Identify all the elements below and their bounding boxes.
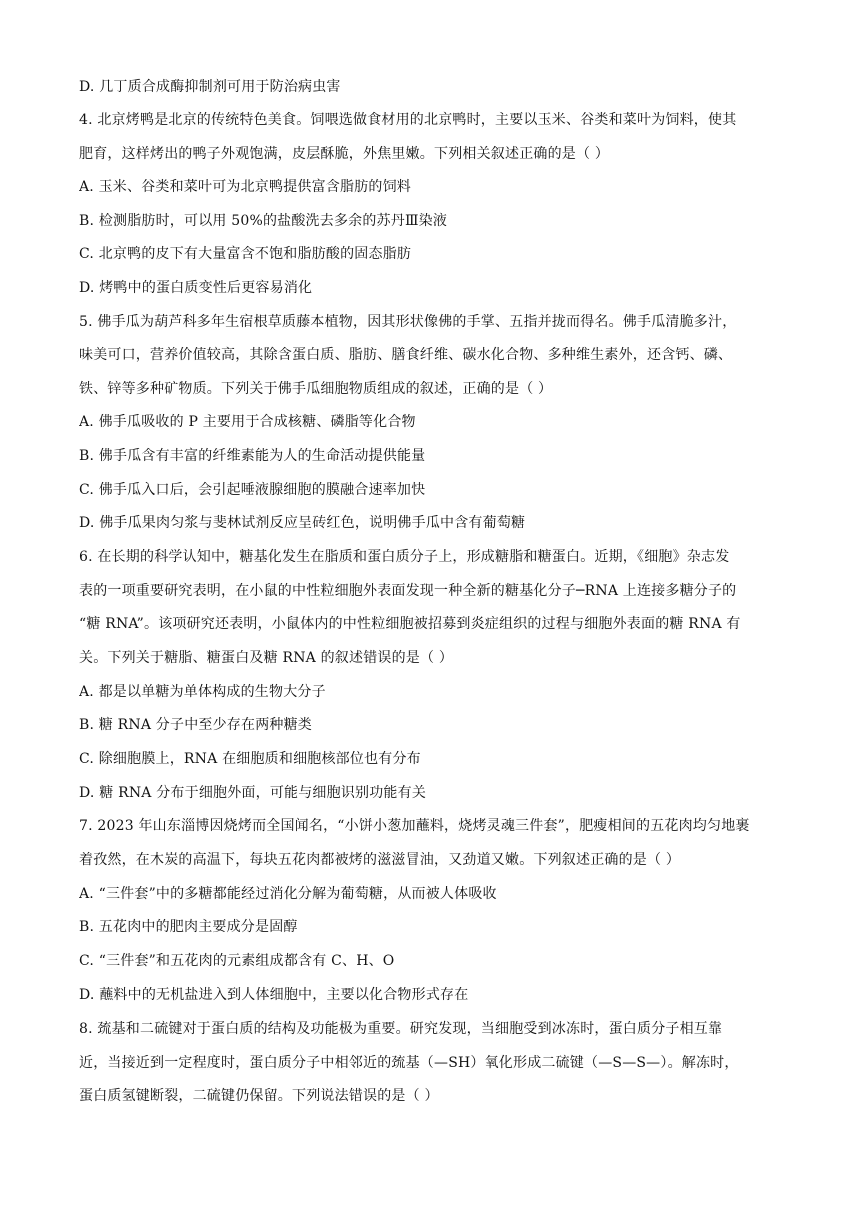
q7-stem-line-2: 着孜然，在木炭的高温下，每块五花肉都被烤的滋滋冒油，又劲道又嫩。下列叙述正确的是（ ） (79, 852, 681, 868)
q8-stem-line-3: 蛋白质氢键断裂，二硫键仍保留。下列说法错误的是（ ） (79, 1088, 439, 1104)
q7-option-d: D. 蘸料中的无机盐进入到人体细胞中，主要以化合物形式存在 (79, 987, 469, 1003)
q6-option-c: C. 除细胞膜上，RNA 在细胞质和细胞核部位也有分布 (79, 751, 421, 767)
q4-option-d: D. 烤鸭中的蛋白质变性后更容易消化 (79, 280, 313, 296)
q5-stem-line-3: 铁、锌等多种矿物质。下列关于佛手瓜细胞物质组成的叙述，正确的是（ ） (79, 381, 553, 397)
q6-stem-line-2: 表的一项重要研究表明，在小鼠的中性粒细胞外表面发现一种全新的糖基化分子─RNA 上连接多糖分子的 (79, 583, 737, 599)
q4-option-b: B. 检测脂肪时，可以用 50%的盐酸洗去多余的苏丹Ⅲ染液 (79, 213, 448, 229)
q5-option-a: A. 佛手瓜吸收的 P 主要用于合成核糖、磷脂等化合物 (79, 414, 416, 430)
q4-option-a: A. 玉米、谷类和菜叶可为北京鸭提供富含脂肪的饲料 (79, 179, 412, 195)
q4-stem-line-2: 肥育，这样烤出的鸭子外观饱满，皮层酥脆，外焦里嫩。下列相关叙述正确的是（ ） (79, 146, 610, 162)
q5-option-d: D. 佛手瓜果肉匀浆与斐林试剂反应呈砖红色，说明佛手瓜中含有葡萄糖 (79, 515, 526, 531)
q6-option-a: A. 都是以单糖为单体构成的生物大分子 (79, 684, 326, 700)
q5-stem-line-2: 味美可口，营养价值较高，其除含蛋白质、脂肪、膳食纤维、碳水化合物、多种维生素外，还含钙、磷、 (79, 347, 733, 363)
q8-stem-line-2: 近，当接近到一定程度时，蛋白质分子中相邻近的巯基（—SH）氧化形成二硫键（—S—S—）。解冻时， (79, 1055, 739, 1071)
q7-stem-line-1: 7. 2023 年山东淄博因烧烤而全国闻名，“小饼小葱加蘸料，烧烤灵魂三件套”，肥瘦相间的五花肉均匀地裹 (79, 818, 750, 834)
q3-option-d: D. 几丁质合成酶抑制剂可用于防治病虫害 (79, 79, 341, 95)
q5-option-c: C. 佛手瓜入口后，会引起唾液腺细胞的膜融合速率加快 (79, 482, 426, 498)
q4-option-c: C. 北京鸭的皮下有大量富含不饱和脂肪酸的固态脂肪 (79, 246, 412, 262)
q4-stem-line-1: 4. 北京烤鸭是北京的传统特色美食。饲喂选做食材用的北京鸭时，主要以玉米、谷类和菜叶为饲料，使其 (79, 112, 737, 128)
q6-stem-line-3: “糖 RNA”。该项研究还表明，小鼠体内的中性粒细胞被招募到炎症组织的过程与细胞外表面的糖 RNA 有 (79, 616, 741, 632)
q5-stem-line-1: 5. 佛手瓜为葫芦科多年生宿根草质藤本植物，因其形状像佛的手掌、五指并拢而得名。佛手瓜清脆多汁， (79, 314, 737, 330)
q7-option-c: C. “三件套”和五花肉的元素组成都含有 C、H、O (79, 953, 395, 969)
q6-stem-line-4: 关。下列关于糖脂、糖蛋白及糖 RNA 的叙述错误的是（ ） (79, 650, 454, 666)
q5-option-b: B. 佛手瓜含有丰富的纤维素能为人的生命活动提供能量 (79, 448, 426, 464)
q6-stem-line-1: 6. 在长期的科学认知中，糖基化发生在脂质和蛋白质分子上，形成糖脂和糖蛋白。近期，《细胞》杂志发 (79, 549, 730, 565)
q7-option-a: A. “三件套”中的多糖都能经过消化分解为葡萄糖，从而被人体吸收 (79, 886, 497, 902)
q7-option-b: B. 五花肉中的肥肉主要成分是固醇 (79, 919, 298, 935)
q6-option-b: B. 糖 RNA 分子中至少存在两种糖类 (79, 717, 312, 733)
q8-stem-line-1: 8. 巯基和二硫键对于蛋白质的结构及功能极为重要。研究发现，当细胞受到冰冻时，蛋白质分子相互靠 (79, 1021, 723, 1037)
q6-option-d: D. 糖 RNA 分布于细胞外面，可能与细胞识别功能有关 (79, 785, 427, 801)
